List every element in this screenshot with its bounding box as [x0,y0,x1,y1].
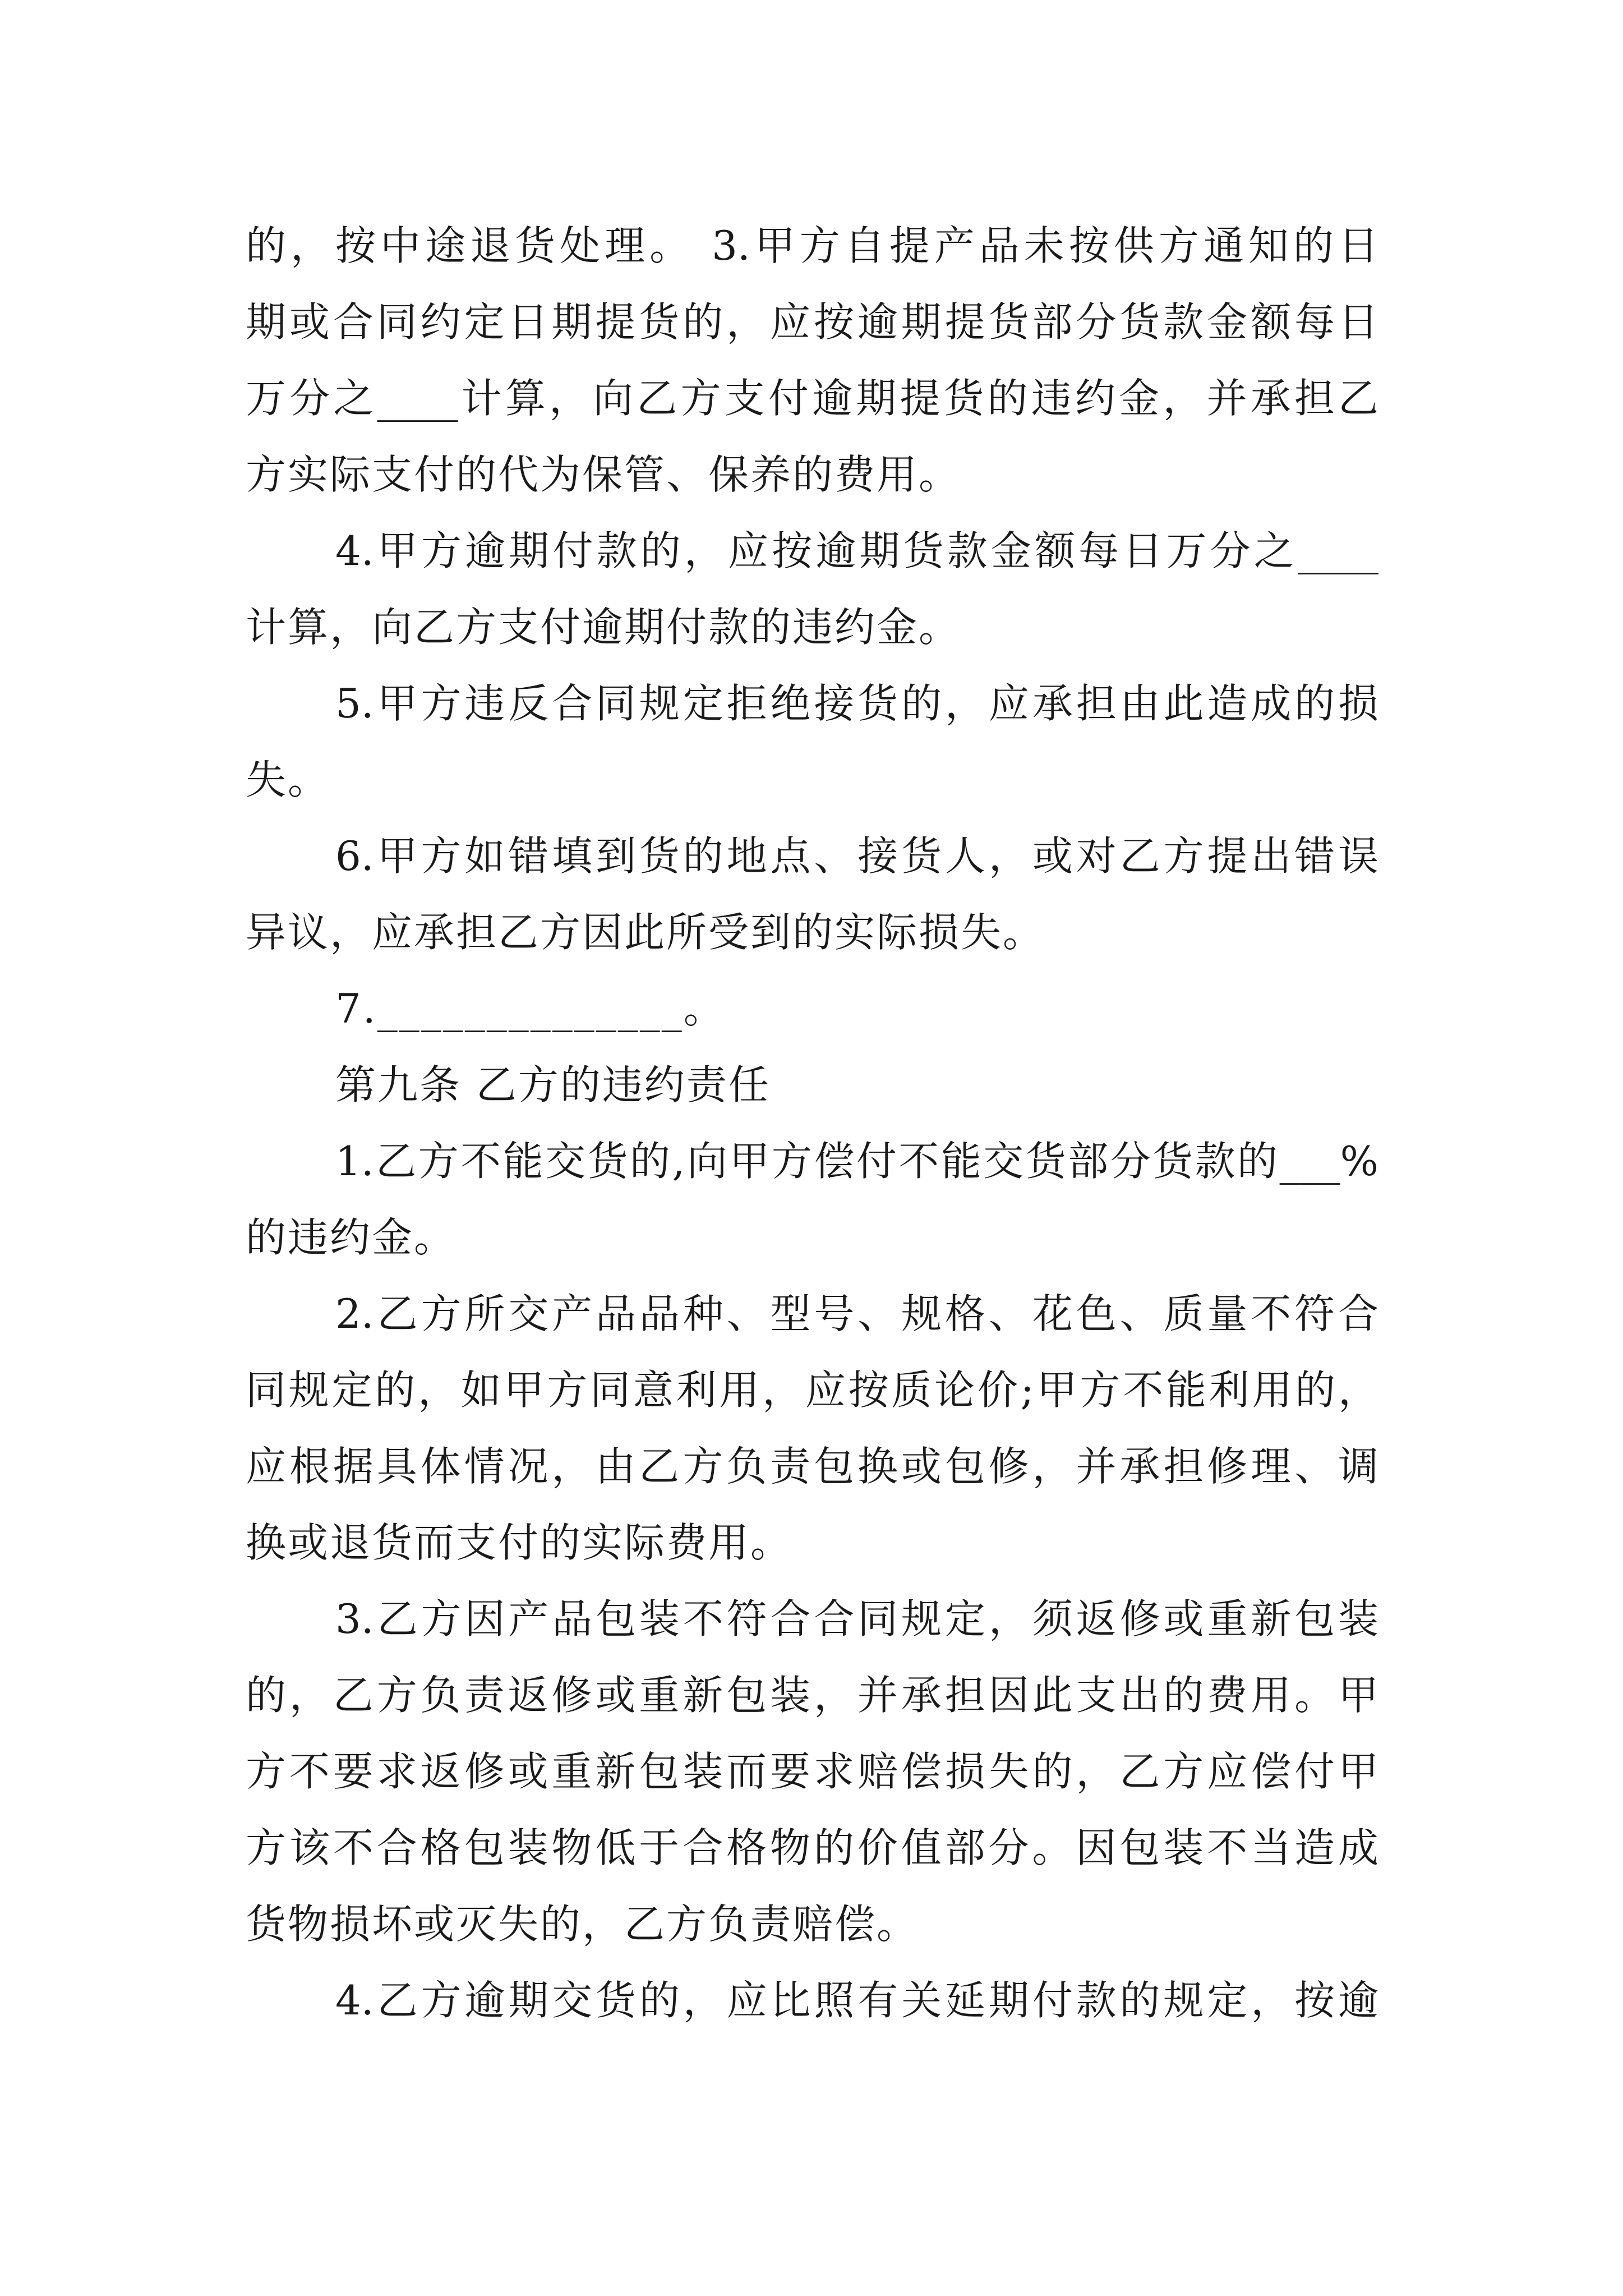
text-line: 方不要求返修或重新包装而要求赔偿损失的，乙方应偿付甲 [246,1748,1378,1795]
text-line: 期或合同约定日期提货的，应按逾期提货部分货款金额每日 [246,298,1378,346]
text-line: 异议，应承担乙方因此所受到的实际损失。 [246,909,1045,956]
text-line: 方实际支付的代为保管、保养的费用。 [246,451,961,498]
text-line: 1.乙方不能交货的,向甲方偿付不能交货部分货款的___% [335,1138,1378,1185]
text-line: 换或退货而支付的实际费用。 [246,1519,793,1566]
text-line: 的违约金。 [246,1214,457,1261]
text-line: 6.甲方如错填到货的地点、接货人，或对乙方提出错误 [335,832,1378,880]
text-line: 同规定的，如甲方同意利用，应按质论价;甲方不能利用的， [246,1366,1378,1414]
text-line: 货物损坏或灭失的，乙方负责赔偿。 [246,1901,919,1948]
text-line: 计算，向乙方支付逾期付款的违约金。 [246,604,961,651]
text-line: 应根据具体情况，由乙方负责包换或包修，并承担修理、调 [246,1443,1378,1490]
text-line: 的，乙方负责返修或重新包装，并承担因此支出的费用。甲 [246,1672,1378,1719]
text-line: 失。 [246,756,330,803]
text-line: 第九条 乙方的违约责任 [335,1061,771,1108]
text-line: 3.乙方因产品包装不符合合同规定，须返修或重新包装 [335,1595,1378,1642]
text-line: 的，按中途退货处理。 3.甲方自提产品未按供方通知的日 [246,222,1378,269]
text-line: 5.甲方违反合同规定拒绝接货的，应承担由此造成的损 [335,680,1378,727]
text-line: 7.______________。 [335,985,726,1032]
text-line: 2.乙方所交产品品种、型号、规格、花色、质量不符合 [335,1290,1378,1337]
document-page [246,208,1378,2039]
text-line: 方该不合格包装物低于合格物的价值部分。因包装不当造成 [246,1824,1378,1871]
text-line: 4.甲方逾期付款的，应按逾期货款金额每日万分之____ [335,527,1378,574]
text-line: 万分之____计算，向乙方支付逾期提货的违约金，并承担乙 [246,375,1378,422]
text-line: 4.乙方逾期交货的，应比照有关延期付款的规定，按逾 [335,1977,1378,2024]
